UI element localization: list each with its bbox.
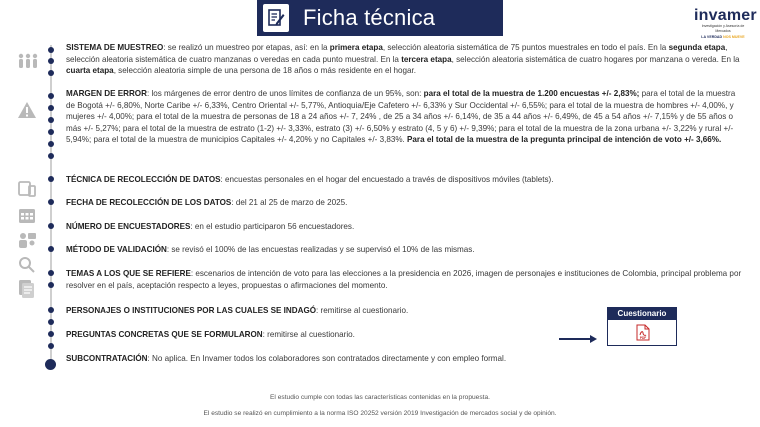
section-label: MARGEN DE ERROR	[66, 89, 147, 98]
section-bold: primera etapa	[329, 43, 383, 52]
section-encuestadores	[66, 221, 746, 233]
section-label: PREGUNTAS CONCRETAS QUE SE FORMULARON	[66, 330, 263, 339]
section-text: , selección aleatoria sistemática de 75 puntos muestrales en todo el país. En la	[382, 43, 669, 52]
timeline-dot	[48, 343, 54, 349]
section-label: FECHA DE RECOLECCIÓN DE LOS DATOS	[66, 198, 232, 207]
devices-icon	[17, 180, 37, 203]
pdf-icon[interactable]	[636, 324, 650, 346]
section-fecha	[66, 197, 746, 209]
pdf-label: PDF	[639, 336, 647, 340]
timeline-dot	[48, 141, 54, 147]
section-bold: segunda etapa	[668, 43, 726, 52]
title-bar	[257, 0, 503, 36]
logo-tagline: LA VERDAD NOS MUEVE	[701, 35, 745, 39]
section-temas	[66, 268, 746, 291]
timeline-dot	[48, 70, 54, 76]
documents-icon	[17, 279, 37, 304]
warning-icon	[17, 101, 37, 124]
section-validacion	[66, 244, 746, 256]
section-label: NÚMERO DE ENCUESTADORES	[66, 222, 191, 231]
calendar-icon	[17, 206, 37, 229]
footer-line-2: El estudio se realizó en cumplimiento a la norma ISO 20252 versión 2019 Investigación de mercados social y de opinión.	[203, 410, 557, 417]
logo-subline: Investigación y Asesoría de Mercados	[701, 24, 745, 33]
edit-document-icon	[263, 4, 289, 32]
timeline-dot	[48, 47, 54, 53]
section-bold: tercera etapa	[401, 54, 452, 64]
section-text: : en el estudio participaron 56 encuestadores.	[190, 222, 355, 231]
invamer-logo	[694, 7, 757, 40]
section-margen-error	[66, 88, 746, 146]
footer-line-1: El estudio cumple con todas las características contenidas en la propuesta.	[270, 394, 490, 401]
timeline-dot	[48, 105, 54, 111]
section-bold: cuarta etapa	[66, 66, 114, 76]
interviewers-icon	[17, 231, 37, 254]
section-text: para el total de la muestra de Bogotá +/- 6,80%, Norte Caribe +/- 6,33%, Centro Oriental +/- 5,77%, Antioquia/Eje Cafetero +/- 6,33% y Sur Occidental +/- 6,55%; para el total de la muestra de hombres +/- 4,00%, y mujeres +/- 4,00%; para el total de la muestra de personas de 18 a 24 años +/- 7, 24% , de 25 a 34 años +/- 6,14%, de 35 a 44 años +/- 6,49%, de 45 a 54 años +/- 7,15% y de 55 años o más +/- 5,27%; para el total de la muestra de estrato (1-2) +/- 3,33%, estrato (3) +/- 6,50% y estrato (4, 5 y 6) +/- 9,39%; para el total de la muestra de la zona urbana +/- 3,22% y rural +/- 5,94%; para el total de la muestra de municipios Capitales +/- 4,20% y no Capitales +/- 3,83%.	[66, 89, 736, 145]
timeline-dot	[48, 246, 54, 252]
cuestionario-label: Cuestionario	[608, 308, 676, 320]
timeline-dot	[48, 319, 54, 325]
timeline-dot	[48, 93, 54, 99]
section-text: : No aplica. En Invamer todos los colaboradores son contratados directamente y con empleo formal.	[147, 354, 507, 363]
section-text: : encuestas personales en el hogar del encuestado a través de dispositivos móviles (tablets).	[220, 175, 554, 184]
section-label: TEMAS A LOS QUE SE REFIERE	[66, 269, 191, 278]
section-text: : se revisó el 100% de las encuestas realizadas y se supervisó el 10% de las mismas.	[166, 245, 475, 254]
section-text: : los márgenes de error dentro de unos límites de confianza de un 95%, son:	[146, 89, 424, 98]
timeline-dot	[48, 58, 54, 64]
timeline-dot	[48, 117, 54, 123]
timeline-dot	[48, 331, 54, 337]
section-tecnica	[66, 174, 746, 186]
section-bold: para el total de la muestra de 1.200 encuestas +/- 2,83%;	[423, 89, 640, 98]
section-sistema-muestreo	[66, 42, 746, 77]
arrow-right-icon	[558, 331, 598, 349]
section-text: : del 21 al 25 de marzo de 2025.	[231, 198, 348, 207]
timeline-dot	[48, 153, 54, 159]
section-label: TÉCNICA DE RECOLECCIÓN DE DATOS	[66, 175, 221, 184]
logo-name: invamer	[694, 7, 757, 24]
page-title: Ficha técnica	[303, 5, 436, 30]
section-bold: Para el total de la muestra de la pregunta principal de intención de voto +/- 3,66%.	[407, 135, 722, 145]
section-label: SISTEMA DE MUESTREO	[66, 43, 164, 52]
section-text: : se realizó un muestreo por etapas, así: en la	[163, 43, 330, 52]
section-text: , selección aleatoria sistemática de cuatro hogares por manzana o vereda. En la	[451, 54, 740, 64]
timeline-dot	[48, 199, 54, 205]
section-label: MÉTODO DE VALIDACIÓN	[66, 245, 167, 254]
timeline-dot	[48, 176, 54, 182]
timeline-dot	[48, 223, 54, 229]
timeline-dot	[48, 270, 54, 276]
section-label: PERSONAJES O INSTITUCIONES POR LAS CUALES SE INDAGÓ	[66, 306, 317, 315]
timeline-end-dot	[45, 359, 56, 370]
magnifier-icon	[17, 256, 37, 279]
section-text: , selección aleatoria simple de una persona de 18 años o más residente en el hogar.	[113, 66, 417, 76]
cuestionario-link[interactable]	[607, 307, 677, 346]
people-icon	[17, 52, 39, 75]
section-text: , selección aleatoria sistemática de cuatro manzanas o veredas en cada punto muestral. En la	[66, 43, 728, 64]
section-text: : escenarios de intención de voto para las elecciones a la presidencia en 2026, imagen de personajes e instituciones de Colombia, principal problema por resolver en el país, aceptación respecto a leyes, propuestas o afirmaciones del momento.	[66, 269, 742, 290]
timeline-dot	[48, 282, 54, 288]
section-subcontratacion	[66, 353, 746, 365]
section-text: : remitirse al cuestionario.	[316, 306, 409, 315]
timeline-dot	[48, 129, 54, 135]
section-text: : remitirse al cuestionario.	[262, 330, 355, 339]
section-label: SUBCONTRATACIÓN	[66, 354, 148, 363]
timeline-dot	[48, 307, 54, 313]
